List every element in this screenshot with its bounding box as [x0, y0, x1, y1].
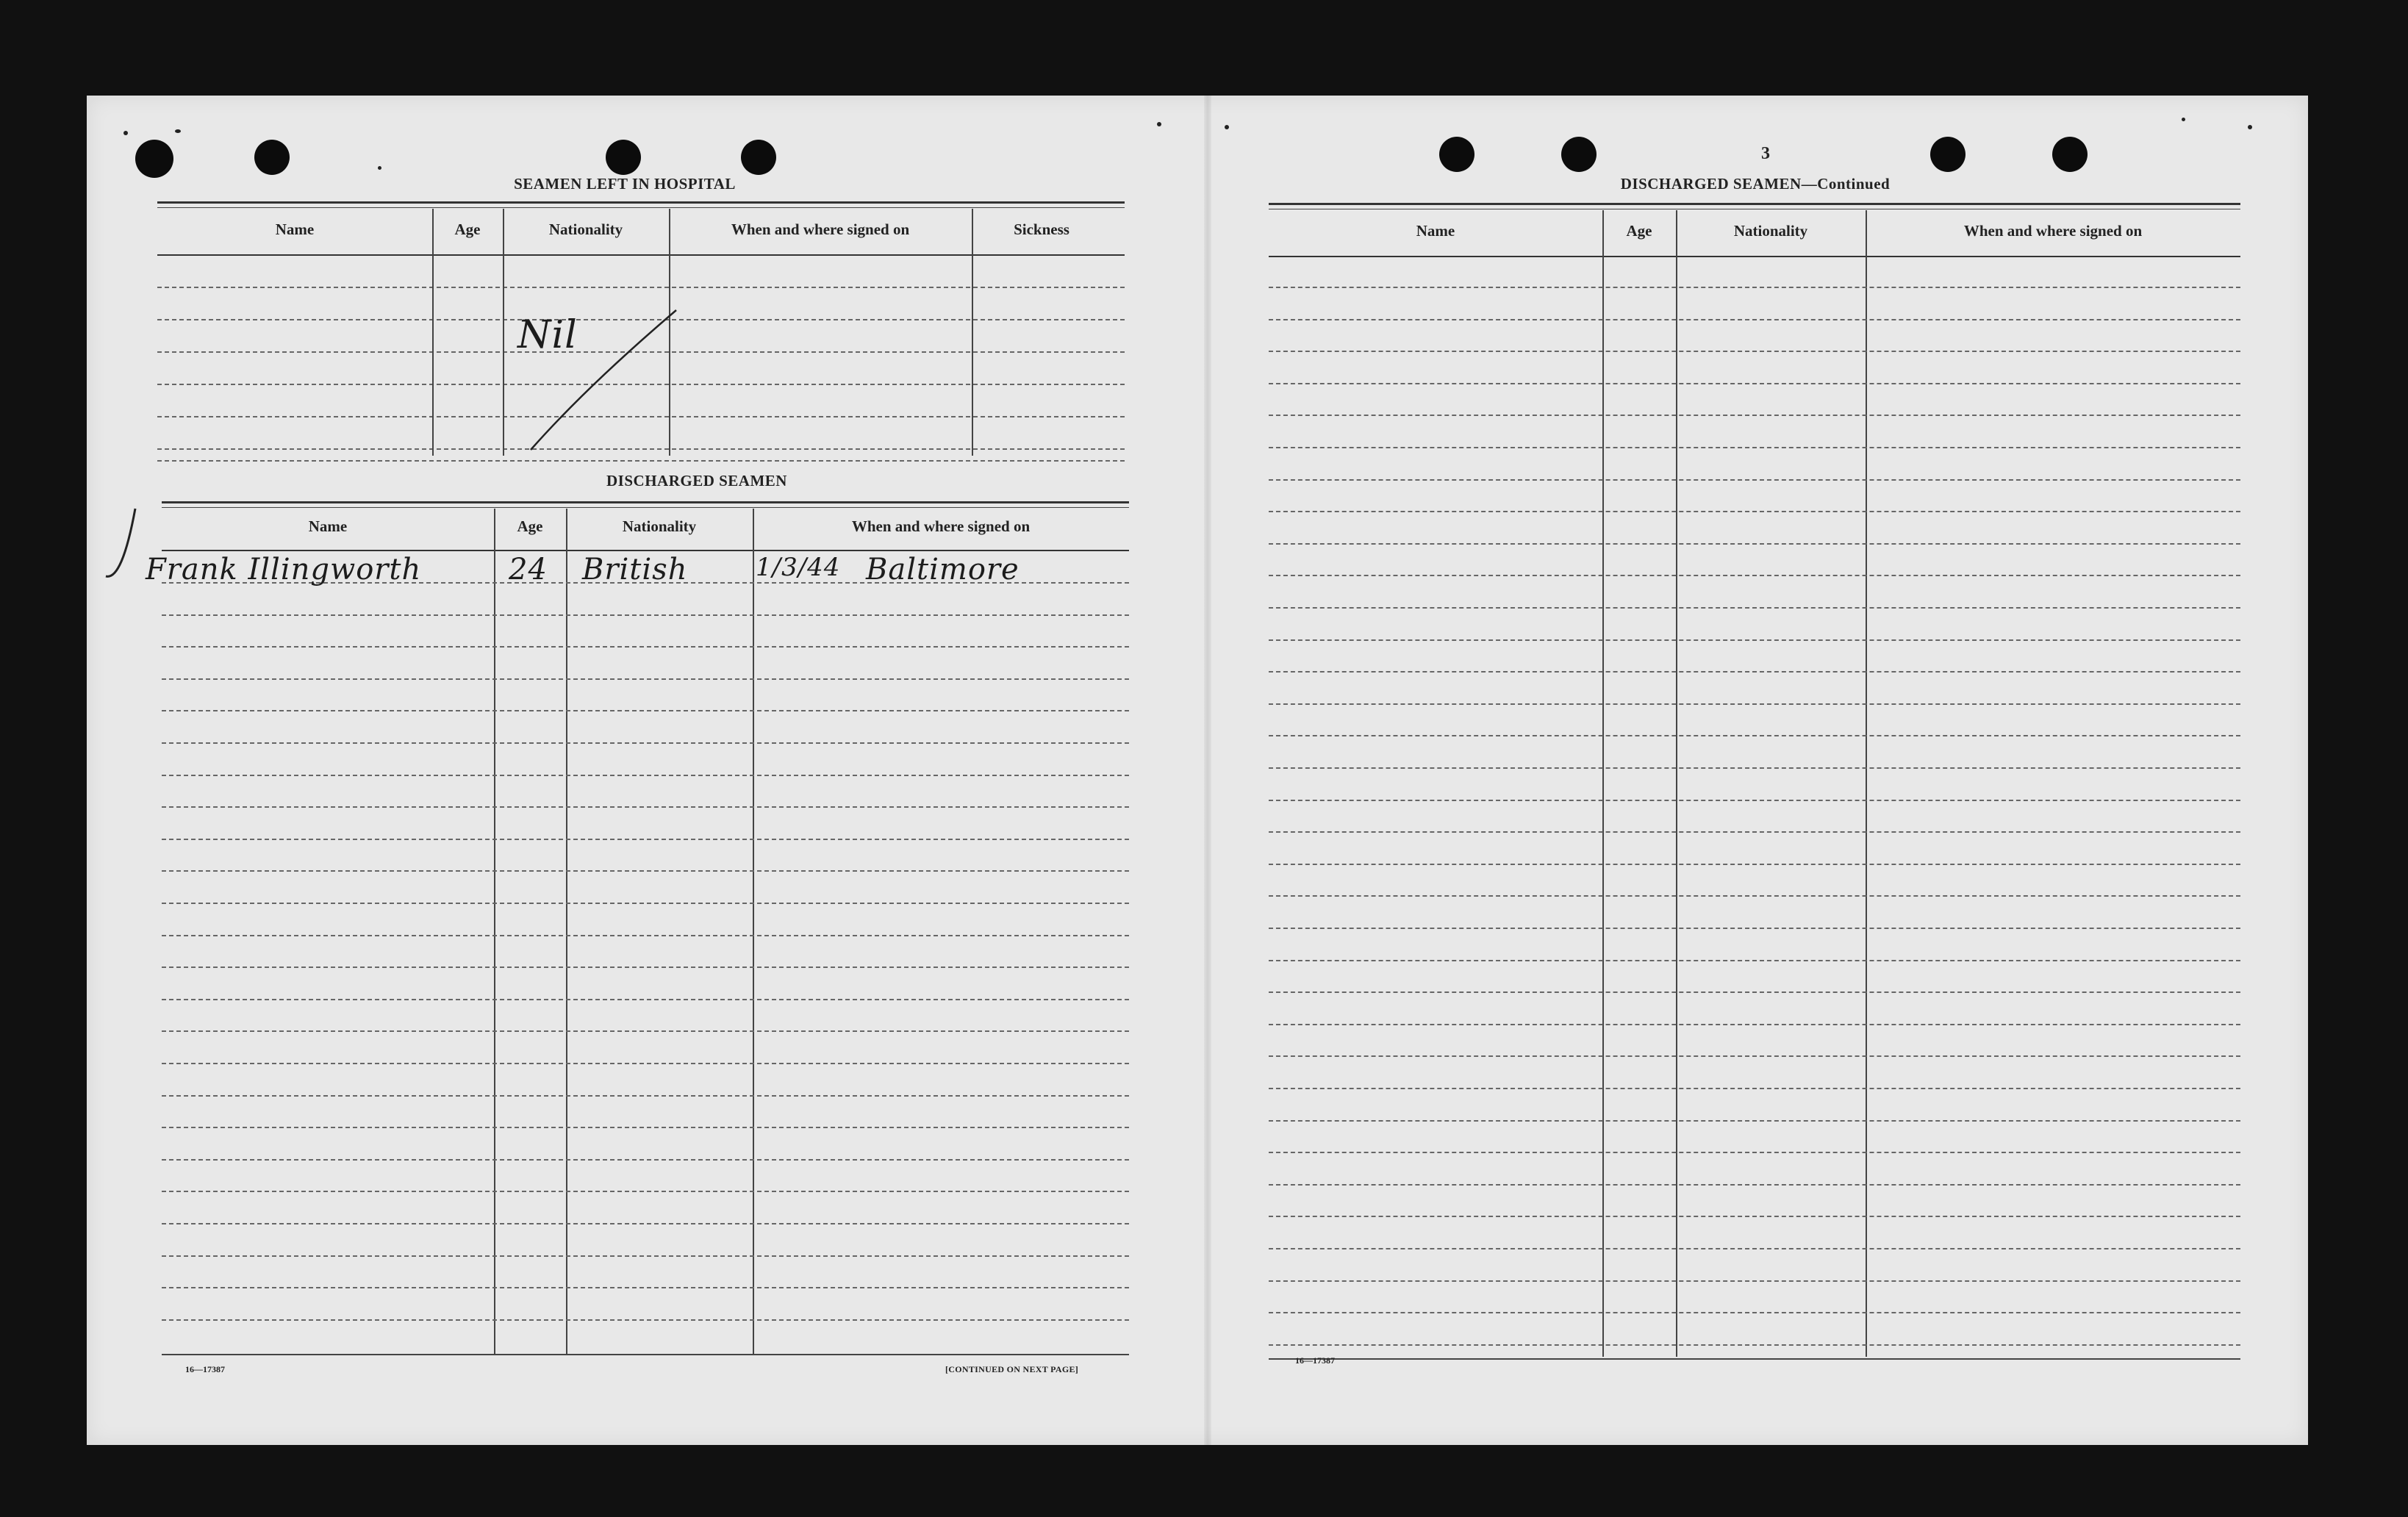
row-rule — [1269, 767, 2240, 769]
row-rule — [162, 1095, 1129, 1097]
row-rule — [162, 999, 1129, 1000]
table-top-rule — [157, 201, 1125, 204]
punch-hole — [135, 140, 173, 178]
entry-date: 1/3/44 — [756, 553, 841, 582]
punch-hole — [254, 140, 290, 175]
table-top-rule — [162, 507, 1129, 508]
punch-hole — [1561, 137, 1597, 172]
row-rule — [1269, 928, 2240, 929]
row-rule — [1269, 607, 2240, 609]
row-rule — [1269, 735, 2240, 736]
speck — [123, 131, 128, 135]
entry-name: Frank Illingworth — [146, 553, 422, 587]
row-rule — [1269, 351, 2240, 352]
row-rule — [162, 935, 1129, 936]
row-rule — [1269, 1216, 2240, 1217]
tick-mark — [101, 506, 146, 587]
continued-section-title — [1535, 175, 1976, 193]
entry-place: Baltimore — [866, 553, 1020, 587]
row-rule — [162, 1287, 1129, 1288]
row-rule — [1269, 1152, 2240, 1153]
punch-hole — [606, 140, 641, 175]
row-rule — [1269, 1055, 2240, 1057]
row-rule — [1269, 319, 2240, 320]
nil-handwritten-mark: Nil — [517, 313, 578, 357]
row-rule — [162, 1223, 1129, 1224]
column-divider — [503, 209, 504, 456]
column-divider — [494, 509, 495, 1354]
punch-hole — [2052, 137, 2088, 172]
row-rule — [162, 614, 1129, 616]
row-rule — [162, 646, 1129, 648]
page-fold — [1204, 96, 1211, 1445]
speck — [1225, 125, 1229, 129]
punch-hole — [1439, 137, 1474, 172]
row-rule — [1269, 864, 2240, 865]
col-head-signed-on: When and where signed on — [731, 220, 910, 238]
header-rule — [157, 254, 1125, 256]
row-rule — [162, 966, 1129, 968]
col-head-age: Age — [454, 220, 481, 238]
row-rule — [1269, 1312, 2240, 1313]
table-bottom-rule — [1269, 1358, 2240, 1360]
row-rule — [1269, 1184, 2240, 1186]
col-head-nationality: Nationality — [1733, 222, 1808, 240]
row-rule — [162, 678, 1129, 680]
discharged-table — [162, 501, 1129, 1457]
row-rule — [162, 742, 1129, 744]
row-rule — [1269, 1280, 2240, 1282]
speck — [175, 129, 181, 133]
column-divider — [972, 209, 973, 456]
form-number: 16—17387 — [1295, 1355, 1335, 1366]
col-head-signed-on: When and where signed on — [1963, 222, 2143, 240]
col-head-nationality: Nationality — [548, 220, 623, 238]
col-head-name: Name — [275, 220, 315, 238]
row-rule — [1269, 831, 2240, 833]
row-rule — [1269, 1248, 2240, 1249]
table-top-rule — [162, 501, 1129, 503]
col-head-sickness: Sickness — [1014, 220, 1069, 238]
col-head-age: Age — [517, 517, 543, 535]
row-rule — [1269, 703, 2240, 705]
speck — [2248, 125, 2252, 129]
hospital-section-title: SEAMEN LEFT IN HOSPITAL — [514, 175, 736, 193]
form-number: 16—17387 — [185, 1364, 225, 1374]
row-rule — [1269, 543, 2240, 545]
entry-nationality: British — [582, 553, 688, 587]
row-rule — [1269, 1024, 2240, 1025]
row-rule — [1269, 671, 2240, 673]
entry-age: 24 — [509, 553, 548, 587]
speck — [378, 166, 381, 170]
col-head-nationality: Nationality — [622, 517, 697, 535]
page-number: 3 — [1761, 144, 1770, 163]
header-rule — [162, 550, 1129, 551]
row-rule — [1269, 960, 2240, 961]
punch-hole — [1930, 137, 1966, 172]
nil-strike-line — [520, 306, 682, 453]
column-divider — [432, 209, 434, 456]
punch-hole — [741, 140, 776, 175]
row-rule — [162, 1030, 1129, 1032]
row-rule — [1269, 895, 2240, 897]
row-rule — [1269, 447, 2240, 448]
title-main: DISCHARGED SEAMEN — [1620, 175, 1802, 193]
speck — [1157, 122, 1161, 126]
row-rule — [1269, 1344, 2240, 1346]
row-rule — [1269, 383, 2240, 384]
document-sheet — [87, 96, 2308, 1445]
row-rule — [162, 1063, 1129, 1064]
table-top-rule — [1269, 203, 2240, 205]
continued-table — [1269, 203, 2240, 1445]
row-rule — [1269, 415, 2240, 416]
row-rule — [162, 710, 1129, 711]
row-rule — [162, 1255, 1129, 1257]
row-rule — [1269, 575, 2240, 576]
column-divider — [753, 509, 754, 1354]
row-rule — [162, 1319, 1129, 1321]
col-head-signed-on: When and where signed on — [851, 517, 1031, 535]
row-rule — [1269, 991, 2240, 993]
row-rule — [1269, 639, 2240, 641]
header-rule — [1269, 256, 2240, 257]
col-head-name: Name — [1416, 222, 1455, 240]
column-divider — [566, 509, 567, 1354]
row-rule — [162, 839, 1129, 840]
row-rule — [162, 1159, 1129, 1161]
row-rule — [1269, 1120, 2240, 1122]
row-rule — [1269, 1088, 2240, 1089]
table-bottom-rule — [162, 1354, 1129, 1355]
discharged-section-title: DISCHARGED SEAMEN — [606, 472, 787, 489]
row-rule — [162, 806, 1129, 808]
continued-note: [CONTINUED ON NEXT PAGE] — [945, 1364, 1079, 1374]
speck — [2182, 118, 2185, 121]
row-rule — [1269, 287, 2240, 288]
col-head-age: Age — [1626, 222, 1652, 240]
row-rule — [1269, 479, 2240, 481]
row-rule — [157, 287, 1125, 288]
row-rule — [157, 460, 1125, 462]
title-continued: —Continued — [1801, 175, 1891, 193]
row-rule — [162, 775, 1129, 776]
row-rule — [162, 903, 1129, 904]
table-top-rule — [157, 207, 1125, 208]
row-rule — [162, 1191, 1129, 1192]
col-head-name: Name — [308, 517, 348, 535]
row-rule — [1269, 800, 2240, 801]
row-rule — [1269, 511, 2240, 512]
row-rule — [162, 1127, 1129, 1128]
row-rule — [162, 870, 1129, 872]
